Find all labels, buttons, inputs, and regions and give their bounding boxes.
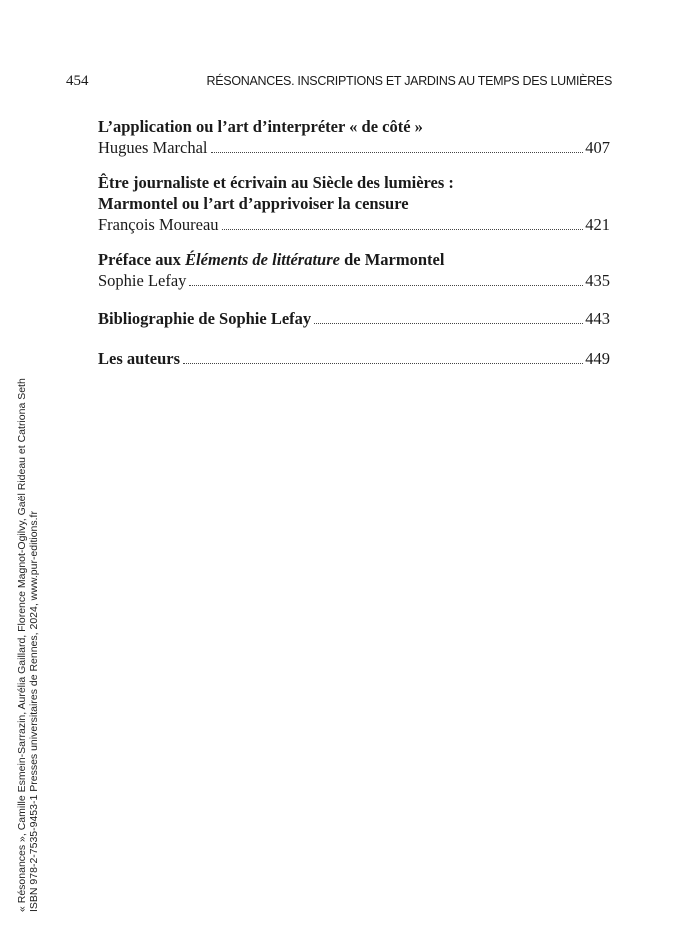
page-number: 454 [66, 73, 89, 89]
leader-dots [211, 151, 584, 153]
copyright-notice [16, 378, 40, 912]
running-title: RÉSONANCES. INSCRIPTIONS ET JARDINS AU TEMPS DES LUMIÈRES [206, 74, 612, 88]
title-italic: Éléments de littérature [185, 250, 340, 269]
entry-title-line2: Marmontel ou l’art d’apprivoiser la censure [98, 194, 409, 213]
notice-line-1: « Résonances », Camille Esmein-Sarrazin, Aurélia Gaillard, Florence Magnot-Ogilvy, Gaël Rideau et Catriona Seth [16, 378, 28, 912]
entry-title: L’application ou l’art d’interpréter « de côté » [98, 117, 423, 136]
entry-author: Sophie Lefay [98, 271, 187, 290]
toc-entry [98, 172, 610, 236]
leader-dots [183, 362, 583, 364]
entry-title: Les auteurs [98, 349, 181, 368]
notice-line-2: ISBN 978-2-7535-9453-1 Presses universitaires de Rennes, 2024, www.pur-editions.fr [28, 511, 40, 912]
leader-dots [222, 228, 584, 230]
leader-dots [314, 322, 583, 324]
entry-title [98, 249, 610, 270]
toc-entry [98, 249, 610, 292]
toc-entry [98, 348, 610, 370]
entry-title: Être journaliste et écrivain au Siècle des lumières : [98, 173, 454, 192]
entry-page: 407 [585, 138, 610, 157]
toc-entry [98, 116, 610, 159]
title-part: de Marmontel [339, 250, 445, 269]
table-of-contents [98, 116, 610, 383]
entry-title: Bibliographie de Sophie Lefay [98, 309, 312, 328]
entry-page: 449 [585, 349, 610, 368]
entry-page: 435 [585, 271, 610, 290]
leader-dots [189, 284, 583, 286]
title-part: Préface aux [98, 250, 186, 269]
toc-entry [98, 308, 610, 330]
entry-page: 443 [585, 309, 610, 328]
entry-page: 421 [585, 215, 610, 234]
entry-author: Hugues Marchal [98, 138, 208, 157]
entry-author: François Moureau [98, 215, 219, 234]
